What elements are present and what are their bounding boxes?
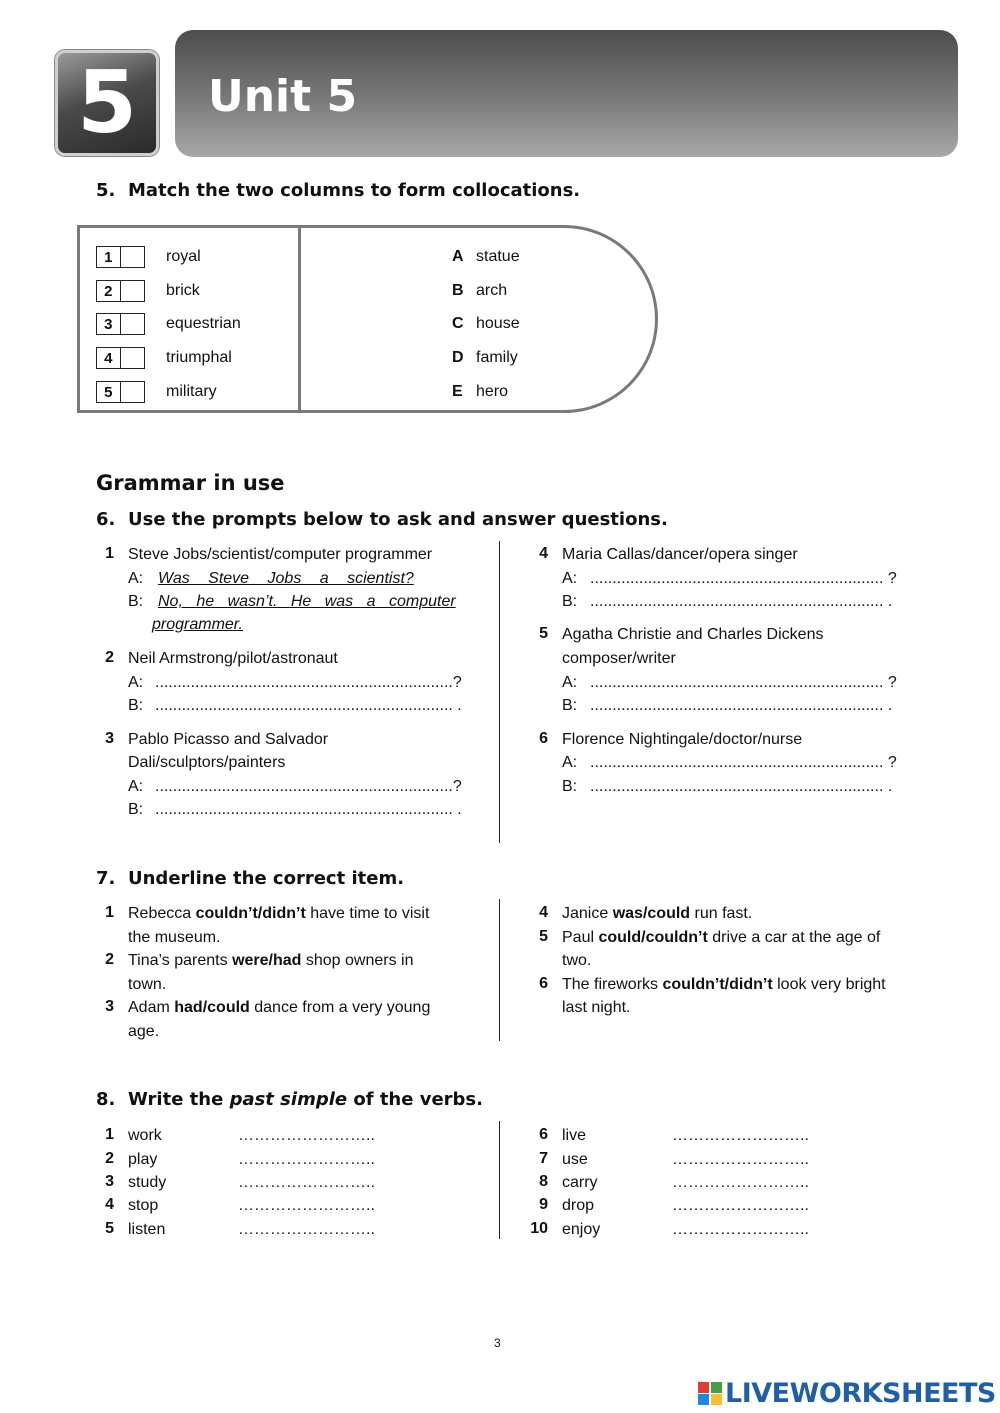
choice-options[interactable]: couldn’t/didn’t: [195, 905, 306, 922]
verb: use: [562, 1151, 588, 1168]
sentence-line: The fireworks couldn’t/didn’t look very bright: [562, 976, 886, 993]
exercise-7-title: 7. Underline the correct item.: [96, 868, 405, 889]
verb: carry: [562, 1174, 598, 1191]
answer-blank[interactable]: .................................................................. .: [590, 778, 893, 795]
answer-blank[interactable]: .................................................................. .: [590, 697, 893, 714]
answer-box: 5: [96, 381, 145, 403]
question-blank[interactable]: ...................................................................?: [155, 778, 462, 795]
grammar-heading: Grammar in use: [96, 471, 285, 495]
verb-blank[interactable]: ……………………..: [238, 1127, 375, 1144]
question-prompt: Agatha Christie and Charles Dickens: [562, 626, 824, 643]
question-blank[interactable]: ...................................................................?: [155, 674, 462, 691]
answer-label: B:: [562, 778, 578, 795]
answer-box: 3: [96, 313, 145, 335]
exercise-5-title: 5. Match the two columns to form collocations.: [96, 180, 581, 201]
question-blank[interactable]: .................................................................. ?: [590, 754, 897, 771]
answer-box: 1: [96, 246, 145, 268]
question-number: 5: [539, 625, 548, 642]
answer-label: B:: [128, 697, 144, 714]
verb-number: 1: [105, 1126, 114, 1143]
match-item-5: [96, 380, 145, 404]
match-left-word: royal: [166, 248, 201, 265]
exercise-6-title: 6. Use the prompts below to ask and answer questions.: [96, 509, 668, 530]
answer-input[interactable]: [121, 314, 144, 334]
answer-label: A:: [562, 674, 578, 691]
sentence-line-cont: the museum.: [128, 929, 221, 946]
column-divider: [499, 541, 500, 843]
match-left-word: military: [166, 383, 217, 400]
verb: listen: [128, 1221, 166, 1238]
question-prompt-cont: composer/writer: [562, 650, 676, 667]
answer-label: B:: [128, 593, 144, 610]
unit-number-badge: [55, 50, 159, 156]
verb-blank[interactable]: ……………………..: [238, 1174, 375, 1191]
sentence-line-cont: town.: [128, 976, 167, 993]
choice-options[interactable]: were/had: [232, 952, 302, 969]
answer-box: 4: [96, 347, 145, 369]
answer-label: A:: [562, 570, 578, 587]
verb: play: [128, 1151, 158, 1168]
question-prompt: Maria Callas/dancer/opera singer: [562, 546, 798, 563]
sentence-line: Rebecca couldn’t/didn’t have time to visit: [128, 905, 430, 922]
question-blank[interactable]: .................................................................. ?: [590, 570, 897, 587]
example-question: Was Steve Jobs a scientist?: [158, 570, 414, 587]
question-prompt: Neil Armstrong/pilot/astronaut: [128, 650, 338, 667]
answer-blank[interactable]: ................................................................... .: [155, 697, 462, 714]
match-left-word: triumphal: [166, 349, 232, 366]
verb-number: 5: [105, 1220, 114, 1237]
match-item-4: [96, 346, 145, 370]
match-item-1: [96, 245, 145, 269]
verb: live: [562, 1127, 587, 1144]
question-number: 2: [105, 649, 114, 666]
sentence-line: Adam had/could dance from a very young: [128, 999, 431, 1016]
exercise-8-title: 8. Write the past simple of the verbs.: [96, 1089, 483, 1110]
verb: drop: [562, 1197, 595, 1214]
verb-number: 6: [539, 1126, 548, 1143]
match-right-letter: A: [452, 248, 464, 265]
verb-blank[interactable]: ……………………..: [672, 1151, 809, 1168]
match-item-3: [96, 312, 145, 336]
match-item-2: [96, 279, 145, 303]
answer-blank[interactable]: ................................................................... .: [155, 801, 462, 818]
question-number: 3: [105, 730, 114, 747]
brand-logo-icon: [698, 1382, 722, 1406]
sentence-line-cont: last night.: [562, 999, 631, 1016]
match-left-word: equestrian: [166, 315, 241, 332]
verb: study: [128, 1174, 167, 1191]
answer-box: 2: [96, 280, 145, 302]
question-number: 6: [539, 730, 548, 747]
match-right-word: family: [476, 349, 518, 366]
example-answer-cont: programmer.: [152, 616, 243, 633]
liveworksheets-logo[interactable]: [698, 1378, 996, 1409]
verb-blank[interactable]: ……………………..: [238, 1197, 375, 1214]
answer-input[interactable]: [121, 281, 144, 301]
verb: stop: [128, 1197, 159, 1214]
match-right-letter: D: [452, 349, 464, 366]
match-left-word: brick: [166, 282, 200, 299]
item-number: 6: [539, 975, 548, 992]
item-number: 3: [105, 998, 114, 1015]
match-right-letter: E: [452, 383, 463, 400]
question-prompt: Steve Jobs/scientist/computer programmer: [128, 546, 433, 563]
verb-number: 7: [539, 1150, 548, 1167]
column-divider: [499, 1121, 500, 1239]
answer-label: B:: [562, 593, 578, 610]
choice-options[interactable]: was/could: [612, 905, 691, 922]
match-right-word: statue: [476, 248, 520, 265]
verb-number: 9: [539, 1196, 548, 1213]
verb-blank[interactable]: ……………………..: [238, 1221, 375, 1238]
column-divider: [499, 899, 500, 1041]
choice-options[interactable]: couldn’t/didn’t: [662, 976, 773, 993]
verb-blank[interactable]: ……………………..: [672, 1174, 809, 1191]
verb-blank[interactable]: ……………………..: [672, 1127, 809, 1144]
verb-number: 8: [539, 1173, 548, 1190]
match-right-letter: C: [452, 315, 464, 332]
match-right-letter: B: [452, 282, 464, 299]
answer-label: A:: [128, 778, 144, 795]
question-number: 1: [105, 545, 114, 562]
answer-label: B:: [562, 697, 578, 714]
sentence-line: Paul could/couldn’t drive a car at the age of: [562, 929, 881, 946]
choice-options[interactable]: could/couldn’t: [598, 929, 708, 946]
question-prompt-cont: Dali/sculptors/painters: [128, 754, 286, 771]
item-number: 1: [105, 904, 114, 921]
item-number: 4: [539, 904, 548, 921]
verb-blank[interactable]: ……………………..: [238, 1151, 375, 1168]
verb-number: 2: [105, 1150, 114, 1167]
example-answer: No, he wasn’t. He was a computer: [158, 593, 456, 610]
verb-number: 10: [530, 1220, 548, 1237]
choice-options[interactable]: had/could: [174, 999, 250, 1016]
sentence-line-cont: age.: [128, 1023, 160, 1040]
item-number: 5: [539, 928, 548, 945]
verb-number: 3: [105, 1173, 114, 1190]
match-right-word: hero: [476, 383, 509, 400]
question-prompt: Florence Nightingale/doctor/nurse: [562, 731, 803, 748]
answer-label: A:: [128, 674, 144, 691]
sentence-line: Janice was/could run fast.: [562, 905, 753, 922]
unit-title: Unit 5: [208, 71, 358, 122]
verb: enjoy: [562, 1221, 601, 1238]
match-right-word: house: [476, 315, 520, 332]
answer-label: A:: [562, 754, 578, 771]
brand-name: LIVEWORKSHEETS: [725, 1378, 996, 1409]
answer-label: A:: [128, 570, 144, 587]
verb-blank[interactable]: ……………………..: [672, 1221, 809, 1238]
page-number: 3: [494, 1336, 501, 1350]
item-number: 2: [105, 951, 114, 968]
verb-number: 4: [105, 1196, 114, 1213]
verb-blank[interactable]: ……………………..: [672, 1197, 809, 1214]
answer-label: B:: [128, 801, 144, 818]
question-prompt: Pablo Picasso and Salvador: [128, 731, 329, 748]
answer-input[interactable]: [121, 247, 144, 267]
unit-badge-number: 5: [77, 53, 137, 153]
answer-input[interactable]: [121, 382, 144, 402]
sentence-line-cont: two.: [562, 952, 592, 969]
question-number: 4: [539, 545, 548, 562]
sentence-line: Tina’s parents were/had shop owners in: [128, 952, 414, 969]
answer-input[interactable]: [121, 348, 144, 368]
verb: work: [128, 1127, 162, 1144]
match-right-word: arch: [476, 282, 508, 299]
answer-blank[interactable]: .................................................................. .: [590, 593, 893, 610]
question-blank[interactable]: .................................................................. ?: [590, 674, 897, 691]
